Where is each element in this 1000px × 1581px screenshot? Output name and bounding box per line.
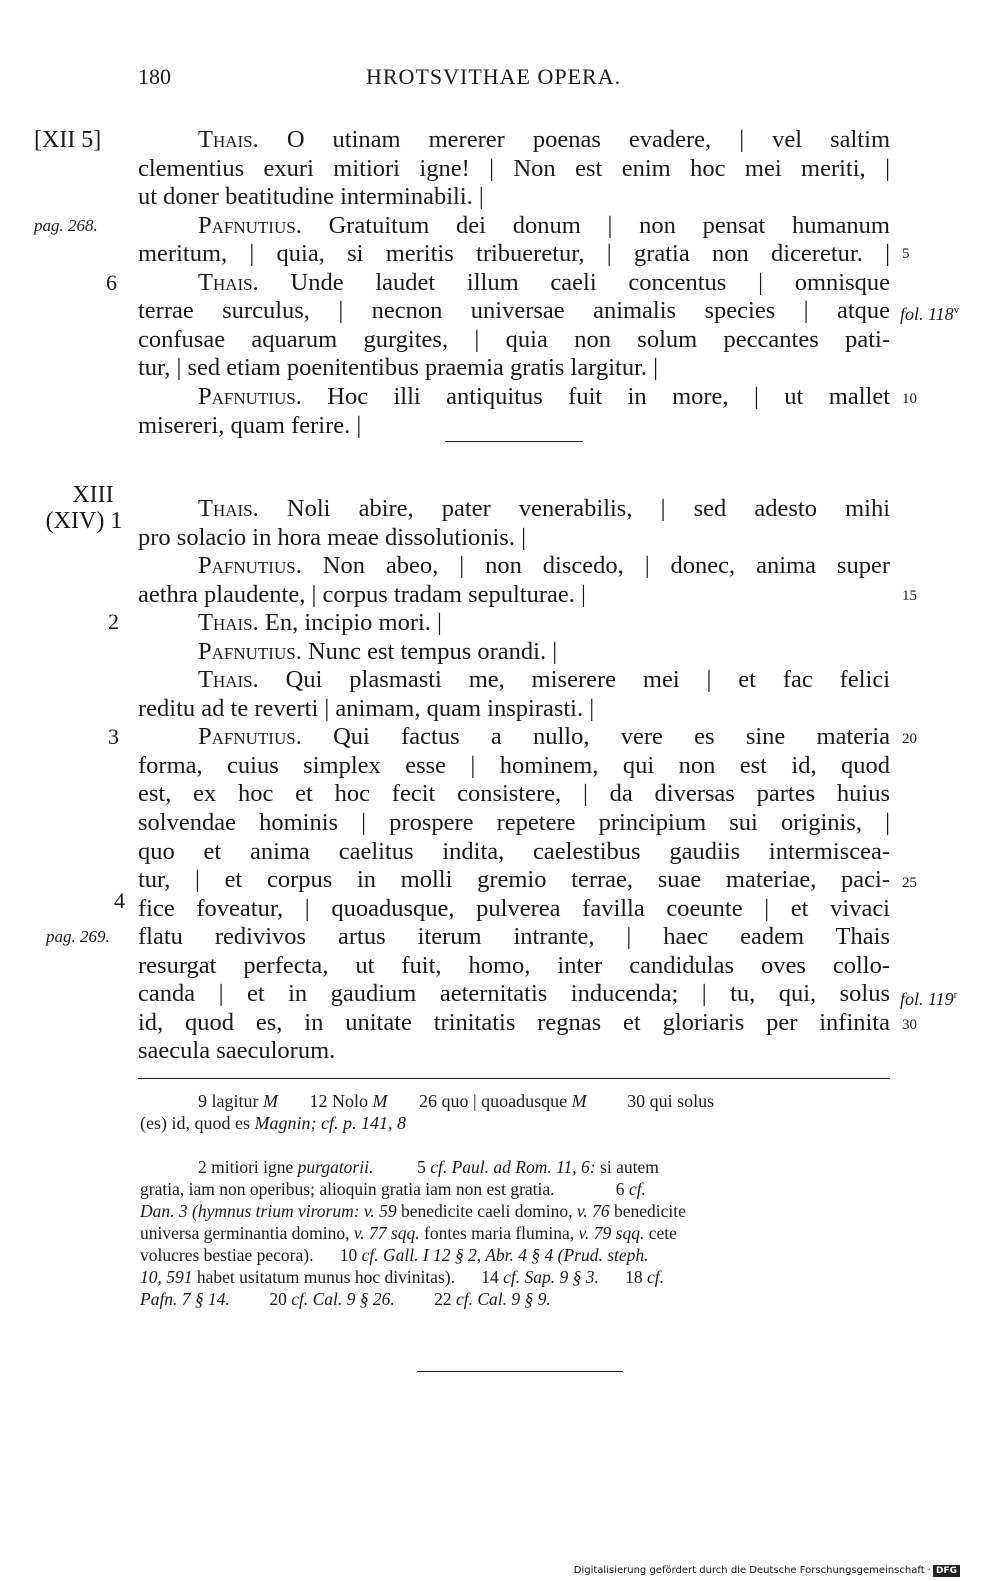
- text-line-1: Thais. O utinam mererer poenas evadere, | vel saltim: [198, 126, 891, 153]
- speaker: Thais.: [198, 666, 259, 693]
- speaker: Pafnutius.: [198, 723, 302, 750]
- apparatus-rule: [138, 1078, 890, 1079]
- line-number-30: 30: [902, 1017, 917, 1033]
- footnote-line-4: universa germinantia domino, v. 77 sqq. fontes maria flumina, v. 79 sqq. cete: [140, 1223, 677, 1243]
- text-line-7: terrae surculus, | necnon universae animalis species | atque: [138, 297, 890, 324]
- margin-num-2: 2: [108, 609, 119, 634]
- text-line-22: est, ex hoc et hoc fecit consistere, | da diversas partes huius: [138, 780, 890, 807]
- text-line-14: Pafnutius. Non abeo, | non discedo, | donec, anima super: [198, 552, 890, 579]
- footnote-line-3: Dan. 3 (hymnus trium virorum: v. 59 benedicite caeli domino, v. 76 benedicite: [140, 1201, 686, 1221]
- line-number-20: 20: [902, 731, 917, 747]
- digitization-note: Digitalisierung gefördert durch die Deutsche Forschungsgemeinschaft · DFG: [574, 1565, 960, 1577]
- folio-119r: fol. 119$^r$: [900, 989, 958, 1009]
- apparatus-line-1: 9 lagitur M 12 Nolo M 26 quo | quoadusque M 30 qui solus: [198, 1091, 715, 1111]
- text-line-24: quo et anima caelitus indita, caelestibus gaudiis intermiscea-: [138, 838, 890, 865]
- text-line-21: forma, cuius simplex esse | hominem, qui non est id, quod: [138, 752, 890, 779]
- section-ref-xii-5: [XII 5]: [34, 127, 102, 153]
- text-line-9: tur, | sed etiam poenitentibus praemia gratis largitur. |: [138, 354, 659, 381]
- text-line-11: misereri, quam ferire. |: [138, 412, 362, 439]
- line-number-15: 15: [902, 588, 917, 604]
- margin-num-4: 4: [114, 888, 125, 913]
- text-line-28: resurgat perfecta, ut fuit, homo, inter candidulas oves collo-: [138, 952, 890, 979]
- text-line-30: id, quod es, in unitate trinitatis regnas et gloriaris per infinita: [138, 1009, 890, 1036]
- footnote-line-2: gratia, iam non operibus; alioquin gratia iam non est gratia. 6 cf.: [140, 1179, 646, 1199]
- page-number: 180: [138, 64, 171, 89]
- text-line-26: fice foveatur, | quoadusque, pulverea favilla coeunte | et vivaci: [138, 895, 890, 922]
- speaker: Pafnutius.: [198, 212, 302, 239]
- margin-pag-268: pag. 268.: [34, 216, 98, 235]
- text-line-12: Thais. Noli abire, pater venerabilis, | sed adesto mihi: [198, 495, 891, 522]
- folio-118v: fol. 118$^v$: [900, 304, 960, 324]
- dfg-logo: DFG: [933, 1565, 960, 1577]
- text-line-18: Thais. Qui plasmasti me, miserere mei | et fac felici: [198, 666, 891, 693]
- text-line-31: saecula saeculorum.: [138, 1037, 336, 1064]
- margin-num-3: 3: [108, 724, 119, 749]
- margin-pag-269: pag. 269.: [46, 927, 110, 946]
- text-line-23: solvendae hominis | prospere repetere principium sui originis, |: [138, 809, 890, 836]
- scene-separator: [445, 441, 583, 442]
- text-line-15: aethra plaudente, | corpus tradam sepulturae. |: [138, 581, 586, 608]
- text-line-29: canda | et in gaudium aeternitatis inducenda; | tu, qui, solus: [138, 980, 890, 1007]
- text-line-13: pro solacio in hora meae dissolutionis. |: [138, 524, 526, 551]
- text-line-8: confusae aquarum gurgites, | quia non solum peccantes pati-: [138, 326, 890, 353]
- text-line-16: Thais. En, incipio mori. |: [198, 609, 442, 636]
- text-line-5: meritum, | quia, si meritis tribueretur, | gratia non diceretur. |: [138, 240, 890, 267]
- text-line-20: Pafnutius. Qui factus a nullo, vere es sine materia: [198, 723, 890, 750]
- speaker: Thais.: [198, 269, 259, 296]
- speaker: Pafnutius.: [198, 383, 302, 410]
- section-heading-xiv: (XIV) 1: [45, 508, 123, 534]
- speaker: Thais.: [198, 495, 259, 522]
- text-line-19: reditu ad te reverti | animam, quam inspirasti. |: [138, 695, 595, 722]
- footnote-line-5: volucres bestiae pecora). 10 cf. Gall. I 12 § 2, Abr. 4 § 4 (Prud. steph.: [140, 1245, 649, 1265]
- text-line-27: flatu redivivos artus iterum intrante, | haec eadem Thais: [138, 923, 890, 950]
- speaker: Thais.: [198, 126, 259, 153]
- speaker: Thais.: [198, 609, 259, 636]
- end-rule: [417, 1371, 623, 1372]
- text-line-25: tur, | et corpus in molli gremio terrae, suae materiae, paci-: [138, 866, 890, 893]
- line-number-10: 10: [902, 391, 917, 407]
- footnote-line-7: Pafn. 7 § 14. 20 cf. Cal. 9 § 26. 22 cf. Cal. 9 § 9.: [140, 1289, 551, 1309]
- running-title: HROTSVITHAE OPERA.: [366, 64, 622, 89]
- line-number-5: 5: [902, 246, 910, 262]
- footnote-line-1: 2 mitiori igne purgatorii. 5 cf. Paul. ad Rom. 11, 6: si autem: [198, 1157, 659, 1177]
- margin-num-6: 6: [106, 270, 117, 295]
- section-heading-xiii: XIII: [72, 482, 114, 508]
- speaker: Pafnutius.: [198, 638, 302, 665]
- footnote-line-6: 10, 591 habet usitatum munus hoc divinitas). 14 cf. Sap. 9 § 3. 18 cf.: [140, 1267, 664, 1287]
- text-line-3: ut doner beatitudine interminabili. |: [138, 183, 484, 210]
- apparatus-line-2: (es) id, quod es Magnin; cf. p. 141, 8: [140, 1113, 406, 1133]
- text-line-6: Thais. Unde laudet illum caeli concentus | omnisque: [198, 269, 890, 296]
- text-line-2: clementius exuri mitiori igne! | Non est enim hoc mei meriti, |: [138, 155, 890, 182]
- text-line-4: Pafnutius. Gratuitum dei donum | non pensat humanum: [198, 212, 890, 239]
- text-line-10: Pafnutius. Hoc illi antiquitus fuit in more, | ut mallet: [198, 383, 890, 410]
- text-line-17: Pafnutius. Nunc est tempus orandi. |: [198, 638, 558, 665]
- speaker: Pafnutius.: [198, 552, 302, 579]
- line-number-25: 25: [902, 875, 917, 891]
